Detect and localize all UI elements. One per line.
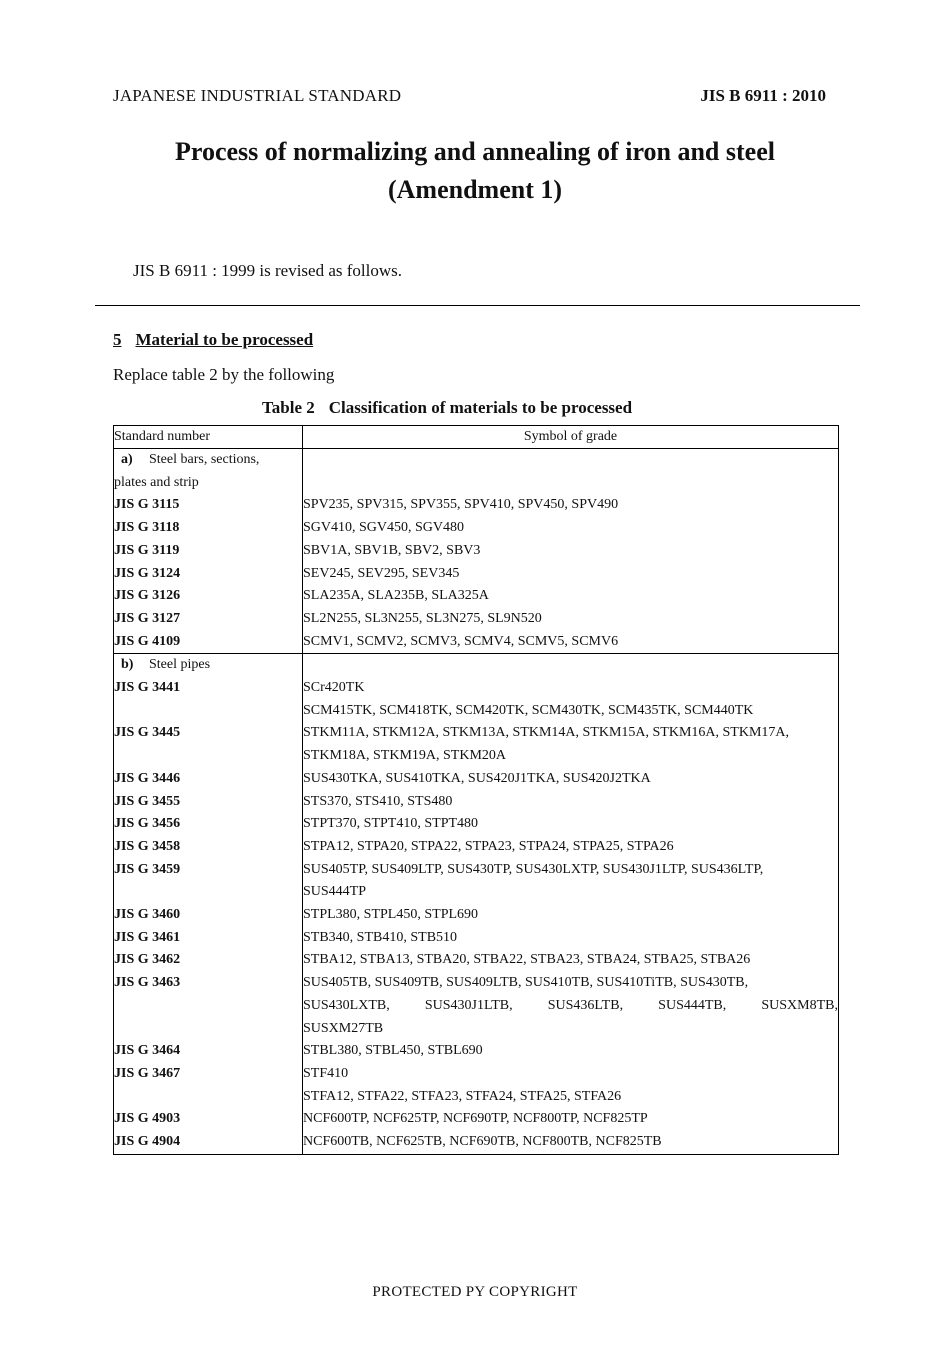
- table-row: [114, 927, 839, 950]
- standard-number-cell: [114, 881, 303, 904]
- standard-number-cell: JIS G 3462: [114, 949, 303, 972]
- standard-number-cell: JIS G 3461: [114, 927, 303, 950]
- table-row: [114, 494, 839, 517]
- table-row: [114, 1018, 839, 1041]
- symbol-of-grade-cell: STF410: [303, 1065, 349, 1081]
- symbol-of-grade-cell: STS370, STS410, STS480: [303, 793, 453, 809]
- divider: [95, 305, 860, 306]
- symbol-of-grade-cell: SCr420TK: [303, 680, 365, 696]
- column-header-symbol: Symbol of grade: [303, 426, 839, 449]
- table-row: [114, 859, 839, 882]
- table-row: [114, 904, 839, 927]
- symbol-of-grade-cell: STKM11A, STKM12A, STKM13A, STKM14A, STKM15A, STKM16A, STKM17A,: [303, 725, 790, 741]
- standard-number-cell: JIS G 3464: [114, 1040, 303, 1063]
- standard-number-cell: JIS G 3441: [114, 677, 303, 700]
- symbol-of-grade-cell: STB340, STB410, STB510: [303, 929, 458, 945]
- standard-number-cell: JIS G 3459: [114, 859, 303, 882]
- standard-number-cell: JIS G 3456: [114, 813, 303, 836]
- group-a-name-cont: plates and strip: [114, 472, 303, 495]
- standard-number-cell: JIS G 3455: [114, 791, 303, 814]
- symbol-of-grade-cell: SL2N255, SL3N255, SL3N275, SL9N520: [303, 610, 542, 626]
- group-b-heading-row: [114, 654, 839, 677]
- symbol-of-grade-cell: NCF600TB, NCF625TB, NCF690TB, NCF800TB, NCF825TB: [303, 1134, 662, 1150]
- standard-number-cell: [114, 700, 303, 723]
- symbol-of-grade-cell: STPT370, STPT410, STPT480: [303, 816, 479, 832]
- table-row: [114, 585, 839, 608]
- group-b-body: [114, 654, 839, 1154]
- column-header-standard: Standard number: [114, 426, 303, 449]
- symbol-of-grade-cell: SUS405TP, SUS409LTP, SUS430TP, SUS430LXTP, SUS430J1LTP, SUS436LTP,: [303, 861, 764, 877]
- group-a-body: [114, 449, 839, 654]
- standard-number-cell: JIS G 4903: [114, 1108, 303, 1131]
- revision-note: JIS B 6911 : 1999 is revised as follows.: [133, 261, 403, 280]
- table-row: [114, 1131, 839, 1154]
- symbol-of-grade-cell: STBL380, STBL450, STBL690: [303, 1043, 483, 1059]
- standard-number-cell: JIS G 3126: [114, 585, 303, 608]
- standard-number-cell: [114, 995, 303, 1018]
- standard-number-cell: JIS G 3118: [114, 517, 303, 540]
- symbol-of-grade-cell: STPA12, STPA20, STPA22, STPA23, STPA24, STPA25, STPA26: [303, 838, 674, 854]
- group-a-heading-row: [114, 449, 839, 472]
- symbol-of-grade-cell: STKM18A, STKM19A, STKM20A: [303, 748, 507, 764]
- standard-number-cell: JIS G 3463: [114, 972, 303, 995]
- standard-number-cell: [114, 745, 303, 768]
- standard-number-cell: JIS G 3127: [114, 608, 303, 631]
- table-row: [114, 813, 839, 836]
- copyright-footer: PROTECTED PY COPYRIGHT: [372, 1284, 578, 1300]
- table-row: [114, 677, 839, 700]
- table-row: [114, 563, 839, 586]
- symbol-of-grade-cell: SUS430LXTB, SUS430J1LTB, SUS436LTB, SUS444TB, SUSXM8TB,: [303, 997, 838, 1013]
- symbol-of-grade-cell: STFA12, STFA22, STFA23, STFA24, STFA25, STFA26: [303, 1088, 622, 1104]
- group-b-name: Steel pipes: [149, 657, 211, 673]
- group-a-heading-cont-row: [114, 472, 839, 495]
- symbol-of-grade-cell: SPV235, SPV315, SPV355, SPV410, SPV450, SPV490: [303, 497, 619, 513]
- table-row: [114, 540, 839, 563]
- table-caption-title: Classification of materials to be processed: [328, 398, 633, 417]
- table-row: [114, 608, 839, 631]
- symbol-of-grade-cell: SUS430TKA, SUS410TKA, SUS420J1TKA, SUS420J2TKA: [303, 770, 651, 786]
- standard-number-cell: JIS G 3460: [114, 904, 303, 927]
- instruction-text: Replace table 2 by the following: [113, 365, 335, 384]
- standard-number-cell: JIS G 4109: [114, 631, 303, 654]
- table-row: [114, 995, 839, 1018]
- table-row: [114, 836, 839, 859]
- standard-number-cell: JIS G 4904: [114, 1131, 303, 1154]
- standard-number: JIS B 6911 : 2010: [700, 86, 826, 105]
- group-a-heading: [114, 449, 303, 472]
- standard-number-cell: JIS G 3446: [114, 768, 303, 791]
- table-row: [114, 1040, 839, 1063]
- table-row: [114, 517, 839, 540]
- table-row: [114, 1063, 839, 1086]
- symbol-of-grade-cell: STPL380, STPL450, STPL690: [303, 907, 479, 923]
- table-row: [114, 1108, 839, 1131]
- symbol-of-grade-cell: SLA235A, SLA235B, SLA325A: [303, 588, 489, 604]
- table-row: [114, 1086, 839, 1109]
- table-row: [114, 722, 839, 745]
- standard-header: JAPANESE INDUSTRIAL STANDARD: [113, 86, 402, 105]
- symbol-of-grade-cell: SEV245, SEV295, SEV345: [303, 565, 460, 581]
- standard-number-cell: JIS G 3115: [114, 494, 303, 517]
- standard-number-cell: JIS G 3445: [114, 722, 303, 745]
- materials-table: [113, 425, 839, 1155]
- group-b-heading: [114, 654, 303, 677]
- table-row: [114, 881, 839, 904]
- standard-number-cell: [114, 1086, 303, 1109]
- symbol-of-grade-cell: STBA12, STBA13, STBA20, STBA22, STBA23, STBA24, STBA25, STBA26: [303, 952, 751, 968]
- section-number: 5: [113, 330, 122, 349]
- table-row: [114, 949, 839, 972]
- symbol-of-grade-cell: NCF600TP, NCF625TP, NCF690TP, NCF800TP, NCF825TP: [303, 1111, 648, 1127]
- table-header-row: [114, 426, 839, 449]
- standard-number-cell: JIS G 3467: [114, 1063, 303, 1086]
- symbol-of-grade-cell: SUSXM27TB: [303, 1020, 384, 1036]
- table-row: [114, 745, 839, 768]
- standard-number-cell: JIS G 3124: [114, 563, 303, 586]
- group-a-name: Steel bars, sections,: [149, 452, 260, 467]
- table-row: [114, 631, 839, 654]
- symbol-of-grade-cell: SUS444TP: [303, 884, 367, 900]
- standard-number-cell: [114, 1018, 303, 1041]
- table-row: [114, 768, 839, 791]
- symbol-of-grade-cell: SGV410, SGV450, SGV480: [303, 520, 465, 536]
- group-a-label: a): [121, 452, 133, 467]
- table-caption: [262, 398, 632, 418]
- section-heading: [113, 330, 313, 350]
- symbol-of-grade-cell: SUS405TB, SUS409TB, SUS409LTB, SUS410TB, SUS410TiTB, SUS430TB,: [303, 975, 749, 991]
- standard-number-cell: JIS G 3119: [114, 540, 303, 563]
- section-title: Material to be processed: [135, 330, 314, 349]
- document-subtitle: (Amendment 1): [387, 175, 563, 204]
- table-row: [114, 972, 839, 995]
- document-title: Process of normalizing and annealing of iron and steel: [175, 137, 775, 166]
- table-caption-label: Table 2: [262, 398, 315, 417]
- symbol-of-grade-cell: SCM415TK, SCM418TK, SCM420TK, SCM430TK, SCM435TK, SCM440TK: [303, 702, 754, 718]
- group-b-label: b): [121, 657, 134, 673]
- symbol-of-grade-cell: SBV1A, SBV1B, SBV2, SBV3: [303, 542, 481, 558]
- symbol-of-grade-cell: SCMV1, SCMV2, SCMV3, SCMV4, SCMV5, SCMV6: [303, 633, 619, 649]
- table-row: [114, 700, 839, 723]
- standard-number-cell: JIS G 3458: [114, 836, 303, 859]
- table-row: [114, 791, 839, 814]
